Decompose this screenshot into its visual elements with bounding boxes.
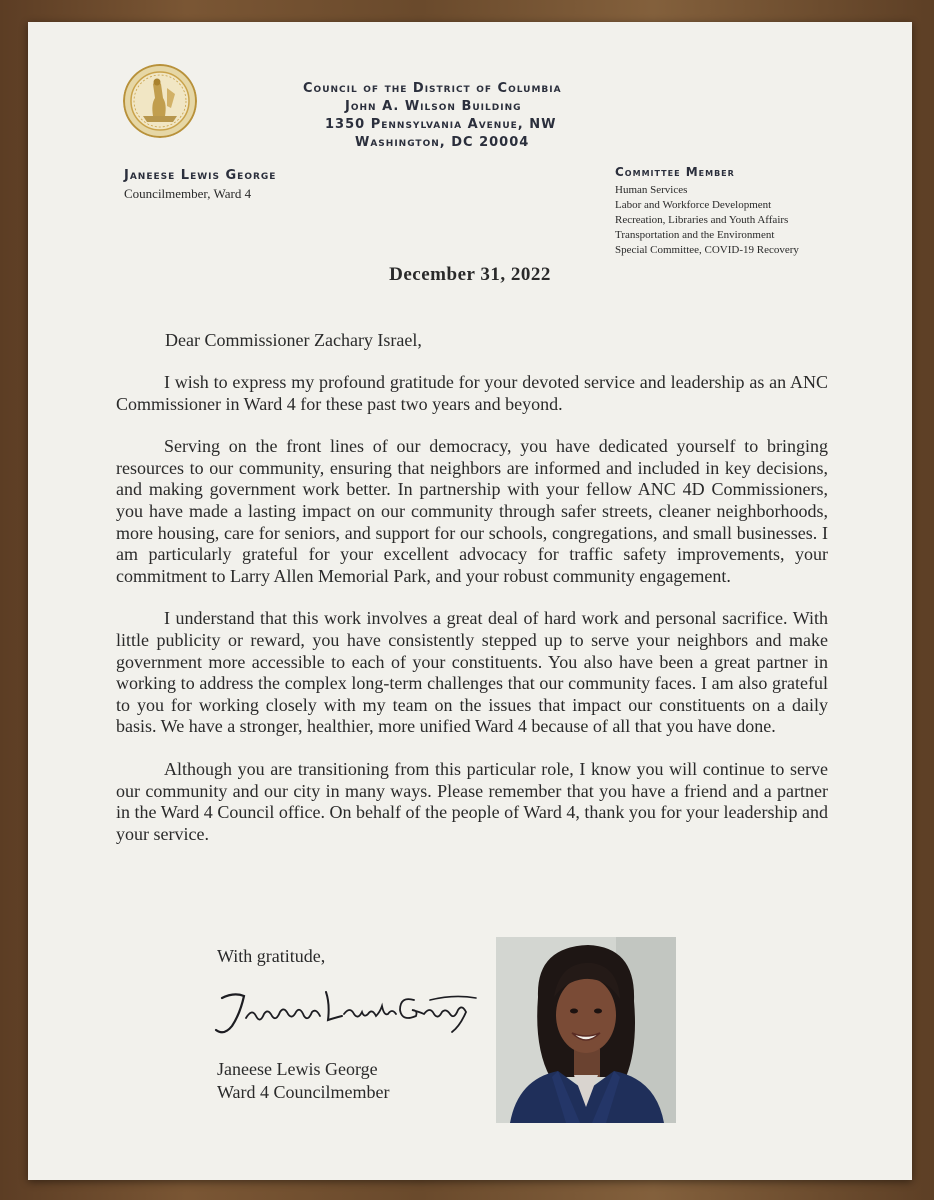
handwritten-signature [204,974,484,1044]
salutation: Dear Commissioner Zachary Israel, [165,330,422,350]
committee-item: Special Committee, COVID-19 Recovery [615,244,799,256]
committee-item: Transportation and the Environment [615,229,775,241]
letterhead-address [303,80,643,152]
body-paragraph: Serving on the front lines of our democracy, you have dedicated yourself to bringing resources to our community, ensuring that neighbors are informed and included in key decisions, and making government work better. In partnership with your fellow ANC 4D Commissioners, you have made a lasting impact on our community through safer streets, cleaner neighborhoods, more housing, care for seniors, and support for our schools, congregations, and small businesses. I am particularly grateful for your excellent advocacy for traffic safety improvements, your commitment to Larry Allen Memorial Park, and your robust community engagement. [116,436,828,586]
letterhead-line: John A. Wilson Building [345,99,522,114]
signer-block [217,1058,390,1104]
letter-page [28,22,912,1180]
body-paragraph: Although you are transitioning from this particular role, I know you will continue to serve our community and our city in many ways. Please remember that you have a friend and a partner in the Ward 4 Council office. On behalf of the people of Ward 4, thank you for your leadership and your service. [116,758,828,844]
signer-title: Ward 4 Councilmember [217,1082,390,1102]
committee-title: Committee Member [615,165,735,179]
councilmember-photo [496,937,676,1123]
committee-item: Human Services [615,184,688,196]
committee-item: Recreation, Libraries and Youth Affairs [615,214,789,226]
member-block [124,168,276,202]
letter-body [116,372,828,866]
committee-item: Labor and Workforce Development [615,199,772,211]
letterhead-line: Washington, DC 20004 [355,135,530,150]
member-role: Councilmember, Ward 4 [124,186,252,201]
closing: With gratitude, [217,946,326,966]
dc-council-seal-icon [123,64,197,138]
member-name: Janeese Lewis George [124,168,277,183]
letterhead-line: 1350 Pennsylvania Avenue, NW [325,117,557,132]
signer-name: Janeese Lewis George [217,1059,378,1079]
portrait-image [496,937,676,1123]
committee-list [615,165,799,258]
body-paragraph: I understand that this work involves a great deal of hard work and personal sacrifice. With little publicity or reward, you have consistently stepped up to serve your neighbors and make government more accessible to each of your constituents. You also have been a great partner in working to address the complex long-term challenges that our community faces. I am also grateful to you for working closely with my team on the issues that impact our constituents on a daily basis. We have a stronger, healthier, more unified Ward 4 because of all that you have done. [116,608,828,737]
letterhead-line: Council of the District of Columbia [303,81,562,96]
letter-date: December 31, 2022 [389,264,551,285]
body-paragraph: I wish to express my profound gratitude for your devoted service and leadership as an ANC Commissioner in Ward 4 for these past two years and beyond. [116,372,828,414]
